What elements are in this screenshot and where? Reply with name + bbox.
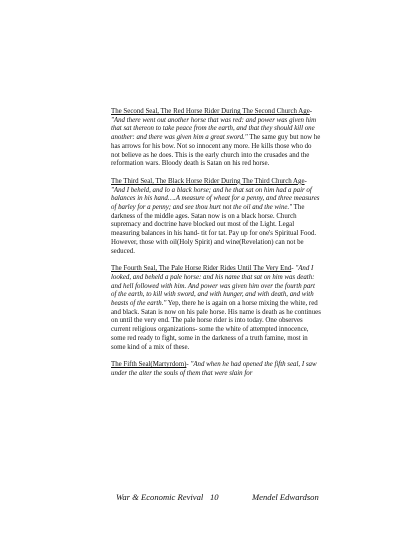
footer-book-title: War & Economic Revival (116, 492, 204, 502)
section-commentary: The darkness of the middle ages. Satan now is on a black horse. Church supremacy and doctrine have blocked out most of the Light. Legal measuring balances in his hand- tit for tat. Pay up for one's Spiritual Food. However, those with oil(Holy Spirit) and wine(Revelation) can not be seduced. (111, 204, 317, 255)
scripture-quote: "And I looked, and beheld a pale horse: and his name that sat on him was death: and hell followed with him. And power was given him over the fourth part of the earth, to kill with sword, and with hunger, and with death, and with beasts of the earth." (111, 265, 315, 308)
section-heading: The Fourth Seal, The Pale Horse Rider Rides Until The Very End (111, 265, 292, 273)
section-fourth-seal (111, 265, 321, 352)
scripture-quote: "And there went out another horse that was red: and power was given him that sat thereon to take peace from the earth, and that they should kill one another: and there was given him a great sword." (111, 116, 317, 142)
footer-page-number: 10 (210, 492, 219, 502)
section-commentary: The same guy but now he has arrows for his bow. Not so innocent any more. He kills those who do not believe as he does. This is the early church into the crusades and the reformation wars. Bloody death is Satan on his red horse. (111, 134, 321, 168)
scripture-quote: "And I beheld, and lo a black horse; and he that sat on him had a pair of balances in his hand….A measure of wheat for a penny, and three measures of barley for a penny; and see thou hurt not the oil and the wine." (111, 186, 320, 212)
section-commentary: Yep, there he is again on a horse mixing the white, red and black. Satan is now on his pale horse. His name is death as he continues on until the very end. The pale horse rider is into today. One observes current religious organizations- some the white of attempted innocence, some red ready to fight, some in the darkness of a truth famine, most in some kind of a mix of these. (111, 300, 321, 351)
page-body (111, 108, 321, 388)
section-third-seal (111, 178, 321, 256)
section-heading: The Second Seal, The Red Horse Rider During The Second Church Age (111, 108, 310, 115)
section-heading: The Fifth Seal(Martyrdom) (111, 361, 187, 369)
section-second-seal (111, 108, 321, 169)
section-separator: - (186, 361, 191, 369)
footer-author: Mendel Edwardson (252, 492, 319, 502)
section-separator: - (304, 177, 307, 185)
scripture-quote: "And when he had opened the fifth seal, I saw under the alter the souls of them that were slain for (111, 361, 317, 377)
section-fifth-seal (111, 361, 321, 378)
section-separator: - (291, 265, 296, 273)
section-heading: The Third Seal, The Black Horse Rider During The Third Church Age (111, 177, 305, 185)
section-separator: - (309, 108, 313, 115)
